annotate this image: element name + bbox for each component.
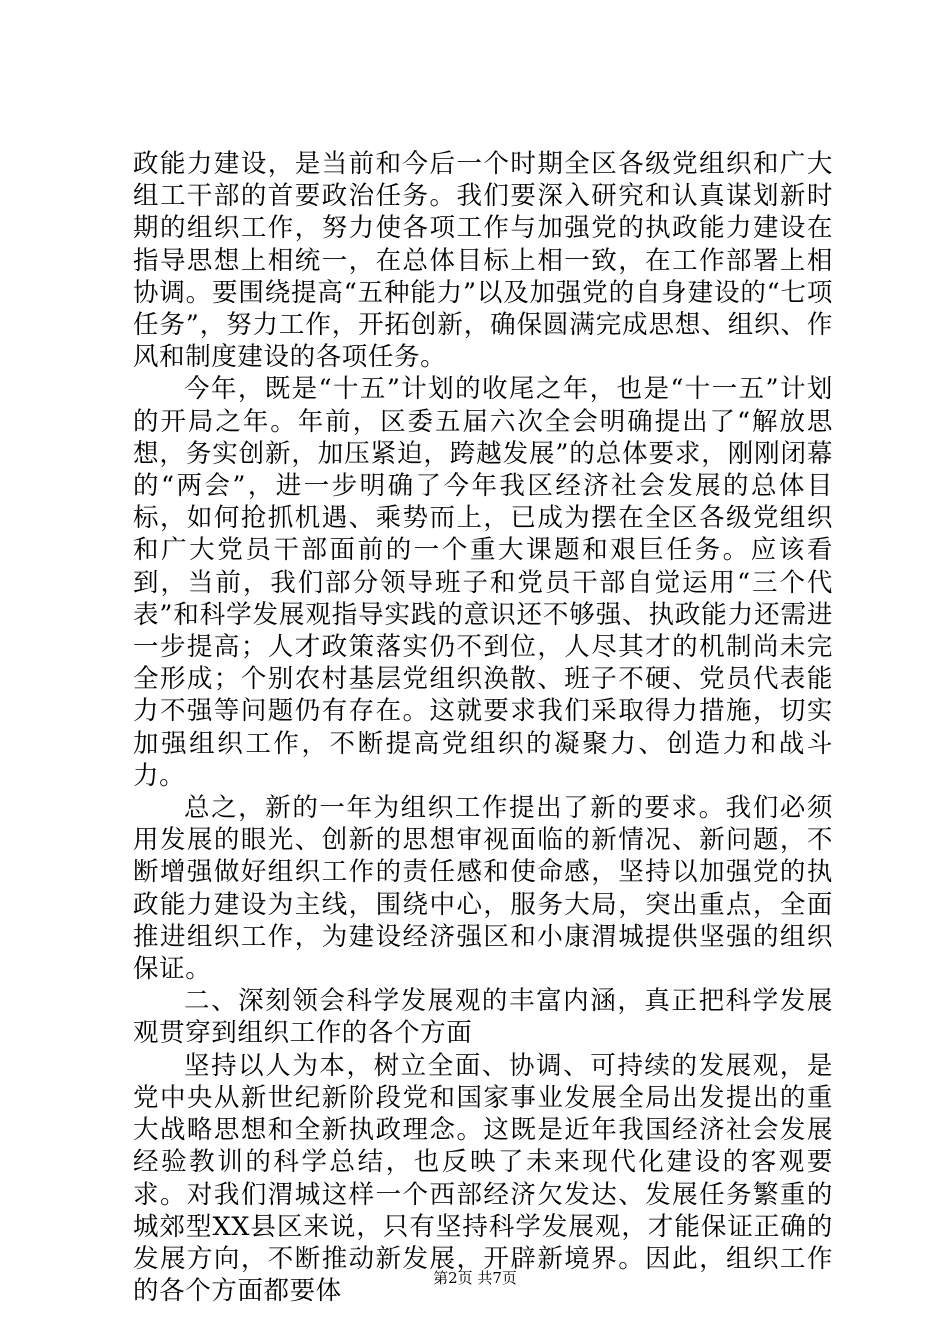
paragraph-3: 总之，新的一年为组织工作提出了新的要求。我们必须用发展的眼光、创新的思想审视面临的新情况、新问题，不断增强做好组织工作的责任感和使命感，坚持以加强党的执政能力建设为主线，围绕中心，服务大局，突出重点，全面推进组织工作，为建设经济强区和小康渭城提供坚强的组织保证。 [133, 793, 833, 985]
section-heading-2: 二、深刻领会科学发展观的丰富内涵，真正把科学发展观贯穿到组织工作的各个方面 [133, 986, 833, 1049]
page-number-footer: 第2页 共7页 [433, 1269, 517, 1287]
document-body [133, 148, 833, 1307]
paragraph-4: 坚持以人为本，树立全面、协调、可持续的发展观，是党中央从新世纪新阶段党和国家事业发展全局出发提出的重大战略思想和全新执政理念。这既是近年我国经济社会发展经验教训的科学总结，也反映了未来现代化建设的客观要求。对我们渭城这样一个西部经济欠发达、发展任务繁重的城郊型XX县区来说，只有坚持科学发展观，才能保证正确的发展方向，不断推动新发展，开辟新境界。因此，组织工作的各个方面都要体 [133, 1050, 833, 1307]
paragraph-2: 今年，既是“十五”计划的收尾之年，也是“十一五”计划的开局之年。年前，区委五届六次全会明确提出了“解放思想，务实创新，加压紧迫，跨越发展”的总体要求，刚刚闭幕的“两会”，进一步明确了今年我区经济社会发展的总体目标，如何抢抓机遇、乘势而上，已成为摆在全区各级党组织和广大党员干部面前的一个重大课题和艰巨任务。应该看到，当前，我们部分领导班子和党员干部自觉运用“三个代表”和科学发展观指导实践的意识还不够强、执政能力还需进一步提高；人才政策落实仍不到位，人尽其才的机制尚未完全形成；个别农村基层党组织涣散、班子不硬、党员代表能力不强等问题仍有存在。这就要求我们采取得力措施，切实加强组织工作，不断提高党组织的凝聚力、创造力和战斗力。 [133, 374, 833, 791]
paragraph-1: 政能力建设，是当前和今后一个时期全区各级党组织和广大组工干部的首要政治任务。我们要深入研究和认真谋划新时期的组织工作，努力使各项工作与加强党的执政能力建设在指导思想上相统一，在总体目标上相一致，在工作部署上相协调。要围绕提高“五种能力”以及加强党的自身建设的“七项任务”，努力工作，开拓创新，确保圆满完成思想、组织、作风和制度建设的各项任务。 [133, 149, 833, 373]
